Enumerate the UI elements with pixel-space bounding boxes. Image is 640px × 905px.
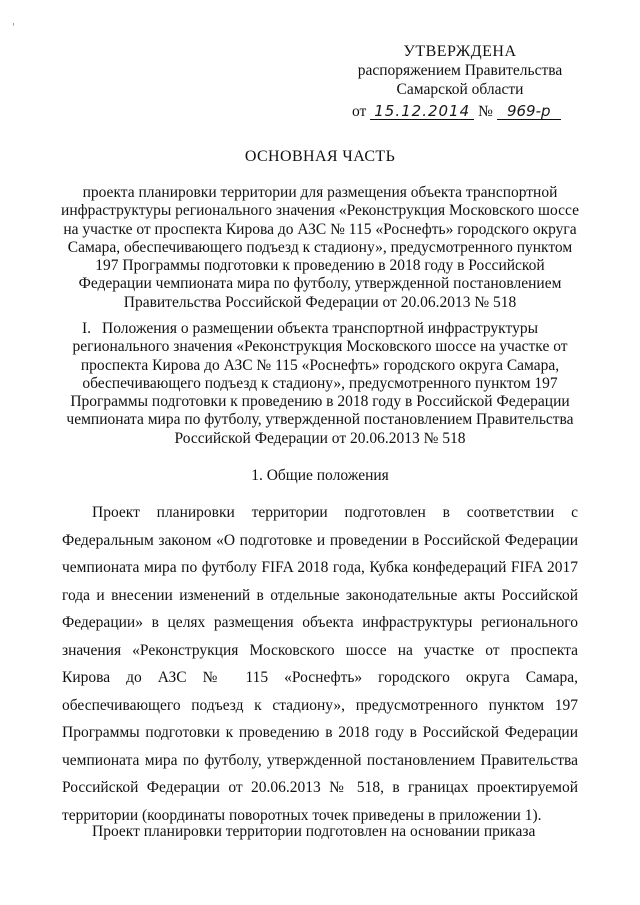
approval-stamp <box>340 42 580 121</box>
document-subtitle: проекта планировки территории для размещения объекта транспортной инфраструктуры регионального значения «Реконструкция Московского шоссе на участке от проспекта Кирова до АЗС № 115 «Роснефть» городского округа Самара, обеспечивающего подъезд к стадиону», предусмотренного пунктом 197 Программы подготовки к проведению в 2018 году в Российской Федерации чемпионата мира по футболу, утвержденной постановлением Правительства Российской Федерации от 20.06.2013 № 518 <box>61 184 579 311</box>
handwritten-date: 15.12.2014 <box>370 103 474 120</box>
section-1-heading <box>60 320 580 448</box>
subsection-1-heading: 1. Общие положения <box>251 467 389 484</box>
handwritten-number: 969-р <box>497 103 561 120</box>
section-1-text: Положения о размещении объекта транспортной инфраструктуры регионального значения «Реконструкция Московского шоссе на участке от проспекта Кирова до АЗС № 115 «Роснефть» городского округа Самара, обеспечивающего подъезд к стадиону», предусмотренного пунктом 197 Программы подготовки к проведению в 2018 году в Российской Федерации чемпионата мира по футболу, утвержденной постановлением Правительства Российской Федерации от 20.06.2013 № 518 <box>66 320 574 447</box>
number-label: № <box>478 103 493 120</box>
body-paragraph-1: Проект планировки территории подготовлен в соответствии с Федеральным законом «О подготовке и проведении в Российской Федерации чемпионата мира по футболу FIFA 2018 года, Кубка конфедераций FIFA 2017 года и внесении изменений в отдельные законодательные акты Российской Федерации» в целях размещения объекта инфраструктуры регионального значения «Реконструкция Московского шоссе на участке от проспекта Кирова до АЗС № 115 «Роснефть» городского округа Самара, обеспечивающего подъезд к стадиону», предусмотренного пунктом 197 Программы подготовки к проведению в 2018 году в Российской Федерации чемпионата мира по футболу, утвержденной постановлением Правительства Российской Федерации от 20.06.2013 № 518, в границах проектируемой территории (координаты поворотных точек приведены в приложении 1). <box>62 504 578 824</box>
approval-heading: УТВЕРЖДЕНА <box>403 43 517 60</box>
approval-line-1: распоряжением Правительства <box>357 62 563 79</box>
scan-mark: ' <box>12 22 15 33</box>
document-title: ОСНОВНАЯ ЧАСТЬ <box>244 148 396 165</box>
section-1-number: I. <box>82 320 92 337</box>
approval-date-number-line <box>340 102 580 121</box>
body-paragraph-2: Проект планировки территории подготовлен на основании приказа <box>92 823 536 840</box>
approval-line-2: Самарской области <box>396 81 524 98</box>
from-label: от <box>352 103 367 120</box>
